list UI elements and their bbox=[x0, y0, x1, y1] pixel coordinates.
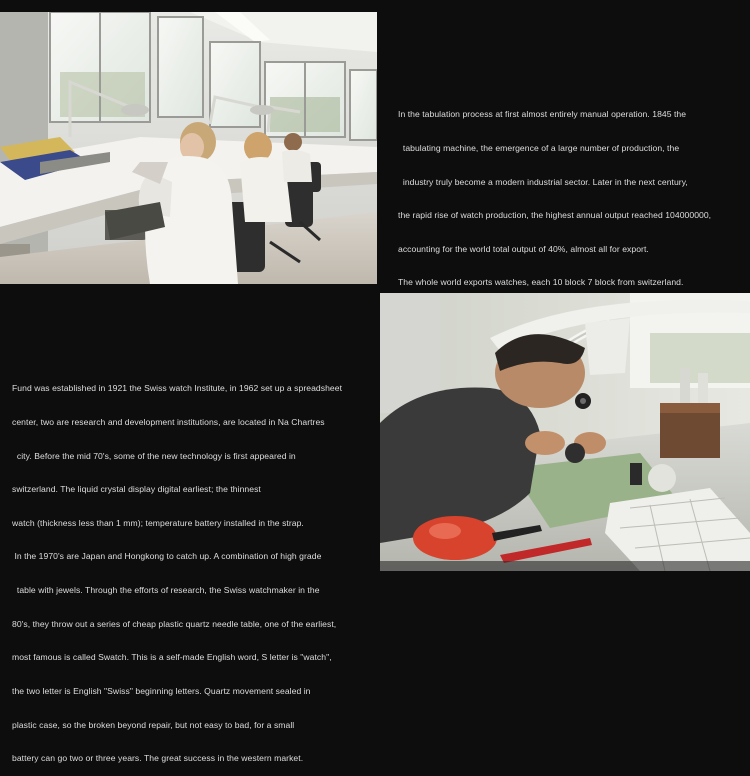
history-line: 80's, they throw out a series of cheap plastic quartz needle table, one of the earliest, bbox=[12, 618, 337, 629]
history-line: the two letter is English "Swiss" beginning letters. Quartz movement sealed in bbox=[12, 685, 311, 696]
intro-line: accounting for the world total output of 40%, almost all for export. bbox=[398, 243, 649, 254]
watchmaker-photo bbox=[380, 293, 750, 571]
intro-line: The whole world exports watches, each 10 block 7 block from switzerland. bbox=[398, 277, 684, 288]
workshop-photo bbox=[0, 12, 377, 284]
history-line: center, two are research and development institutions, are located in Na Chartres bbox=[12, 417, 325, 428]
history-paragraph bbox=[12, 361, 374, 776]
watchmaker-photo-illustration bbox=[380, 293, 750, 571]
history-line: most famous is called Swatch. This is a self-made English word, S letter is "watch", bbox=[12, 652, 332, 663]
history-line: city. Before the mid 70's, some of the new technology is first appeared in bbox=[12, 450, 296, 461]
workshop-photo-illustration bbox=[0, 12, 377, 284]
history-line: Fund was established in 1921 the Swiss watch Institute, in 1962 set up a spreadsheet bbox=[12, 383, 343, 394]
intro-line: tabulating machine, the emergence of a large number of production, the bbox=[398, 143, 680, 154]
intro-line: industry truly become a modern industrial sector. Later in the next century, bbox=[398, 176, 688, 187]
history-line: In the 1970's are Japan and Hongkong to catch up. A combination of high grade bbox=[12, 551, 322, 562]
intro-line: the rapid rise of watch production, the highest annual output reached 104000000, bbox=[398, 210, 712, 221]
history-line: plastic case, so the broken beyond repair, but not easy to bad, for a small bbox=[12, 719, 295, 730]
history-line: switzerland. The liquid crystal display digital earliest; the thinnest bbox=[12, 484, 261, 495]
history-line: battery can go two or three years. The great success in the western market. bbox=[12, 753, 304, 764]
history-line: watch (thickness less than 1 mm); temperature battery installed in the strap. bbox=[12, 517, 304, 528]
history-line: table with jewels. Through the efforts of research, the Swiss watchmaker in the bbox=[12, 585, 320, 596]
intro-line: In the tabulation process at first almost entirely manual operation. 1845 the bbox=[398, 109, 687, 120]
